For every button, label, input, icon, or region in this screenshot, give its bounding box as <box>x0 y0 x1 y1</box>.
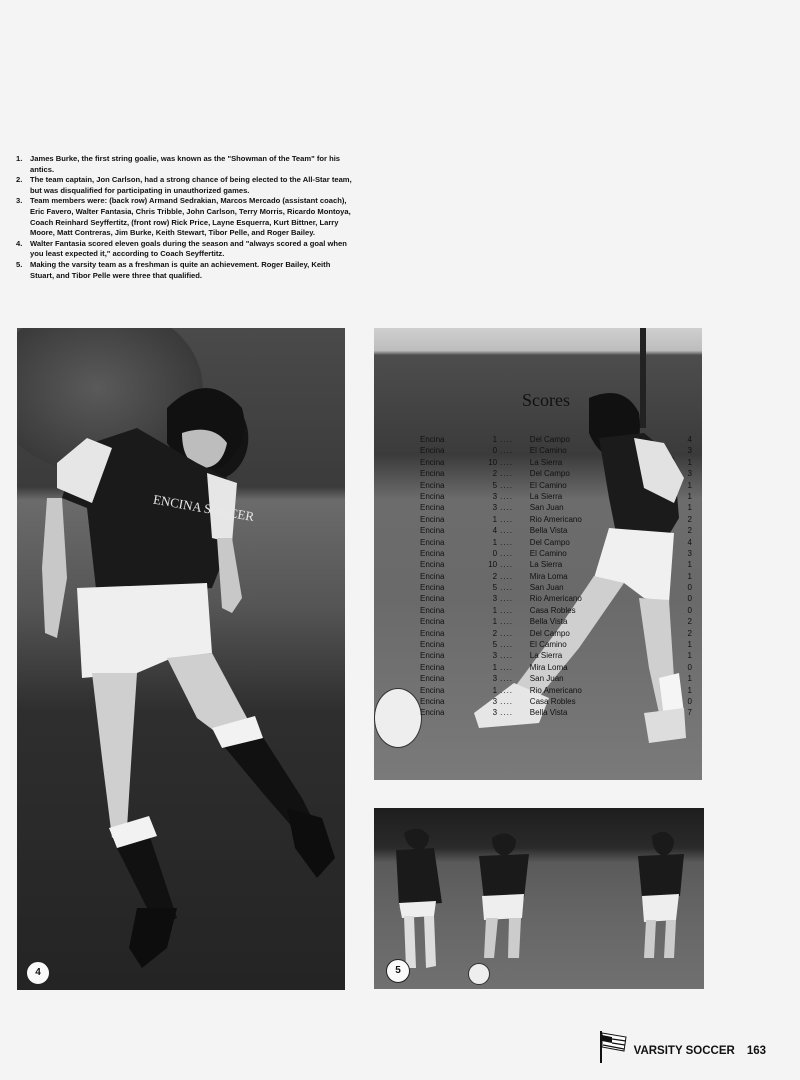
team-score: 1 <box>492 685 498 695</box>
team-name: Encina <box>420 469 445 479</box>
team-score: 0 <box>492 446 498 456</box>
opponent-name: Casa Robles <box>529 696 576 706</box>
caption-item <box>16 260 352 281</box>
team-name: Encina <box>420 548 445 558</box>
caption-number: 1. <box>16 154 23 163</box>
players-silhouettes <box>374 808 704 989</box>
opponent-name: Del Campo <box>529 469 570 479</box>
leader-dots: .... <box>500 435 514 444</box>
leader-dots: .... <box>500 560 514 570</box>
team-score: 3 <box>492 651 498 661</box>
opponent-name: Casa Robles <box>529 605 576 615</box>
caption-item <box>16 196 352 238</box>
team-score: 1 <box>492 435 498 444</box>
opponent-score: 1 <box>687 651 692 661</box>
opponent-score: 0 <box>687 594 692 604</box>
opponent-score: 0 <box>687 583 692 593</box>
score-row <box>420 582 692 593</box>
opponent-name: La Sierra <box>529 560 563 570</box>
team-name: Encina <box>420 708 445 718</box>
team-score: 1 <box>492 605 498 615</box>
soccer-ball <box>468 963 490 985</box>
opponent-name: Mira Loma <box>529 662 568 672</box>
leader-dots: .... <box>500 674 514 684</box>
caption-item <box>16 239 352 260</box>
opponent-score: 1 <box>687 674 692 684</box>
team-score: 2 <box>492 628 498 638</box>
leader-dots: .... <box>500 548 514 558</box>
score-row <box>420 650 692 661</box>
opponent-score: 2 <box>687 628 692 638</box>
photo-with-scores <box>374 328 702 780</box>
opponent-name: La Sierra <box>529 457 563 467</box>
score-row <box>420 571 692 582</box>
photo-player-kicking <box>17 328 345 990</box>
score-row <box>420 559 692 570</box>
score-row <box>420 434 692 445</box>
caption-item <box>16 175 352 196</box>
team-name: Encina <box>420 685 445 695</box>
team-name: Encina <box>420 480 445 490</box>
score-row <box>420 639 692 650</box>
leader-dots: .... <box>500 640 514 650</box>
opponent-name: La Sierra <box>529 491 563 501</box>
opponent-name: Bella Vista <box>529 526 568 536</box>
score-row <box>420 673 692 684</box>
opponent-name: Bella Vista <box>529 617 568 627</box>
team-score: 4 <box>492 526 498 536</box>
team-name: Encina <box>420 526 445 536</box>
opponent-score: 7 <box>687 708 692 718</box>
team-score: 2 <box>492 571 498 581</box>
opponent-name: Bella Vista <box>529 708 568 718</box>
team-name: Encina <box>420 674 445 684</box>
opponent-name: Rio Americano <box>529 685 582 695</box>
opponent-score: 1 <box>687 491 692 501</box>
leader-dots: .... <box>500 605 514 615</box>
caption-text: The team captain, Jon Carlson, had a strong chance of being elected to the All-Star team, but was disqualified for participating in unauthorized games. <box>30 175 352 195</box>
team-name: Encina <box>420 605 445 615</box>
opponent-score: 0 <box>687 605 692 615</box>
page-footer <box>598 1037 766 1065</box>
score-row <box>420 514 692 525</box>
leader-dots: .... <box>500 708 514 718</box>
leader-dots: .... <box>500 628 514 638</box>
team-name: Encina <box>420 560 445 570</box>
team-name: Encina <box>420 594 445 604</box>
opponent-score: 4 <box>687 537 692 547</box>
team-name: Encina <box>420 446 445 456</box>
leader-dots: .... <box>500 583 514 593</box>
team-score: 3 <box>492 708 498 718</box>
section-name: VARSITY SOCCER <box>633 1045 735 1057</box>
leader-dots: .... <box>500 537 514 547</box>
team-score: 3 <box>492 503 498 513</box>
scores-table <box>420 434 692 719</box>
team-name: Encina <box>420 457 445 467</box>
leader-dots: .... <box>500 571 514 581</box>
team-score: 2 <box>492 469 498 479</box>
opponent-name: El Camino <box>529 480 567 490</box>
leader-dots: .... <box>500 446 514 456</box>
leader-dots: .... <box>500 457 514 467</box>
opponent-name: El Camino <box>529 446 567 456</box>
team-score: 1 <box>492 617 498 627</box>
opponent-score: 3 <box>687 548 692 558</box>
score-row <box>420 593 692 604</box>
team-name: Encina <box>420 537 445 547</box>
caption-number: 5. <box>16 259 23 269</box>
opponent-score: 1 <box>687 457 692 467</box>
opponent-name: San Juan <box>529 674 564 684</box>
team-name: Encina <box>420 662 445 672</box>
score-row <box>420 525 692 536</box>
team-name: Encina <box>420 514 445 524</box>
opponent-name: Mira Loma <box>529 571 568 581</box>
opponent-score: 1 <box>687 640 692 650</box>
caption-number: 3. <box>16 196 23 206</box>
leader-dots: .... <box>500 503 514 513</box>
team-name: Encina <box>420 503 445 513</box>
team-score: 3 <box>492 696 498 706</box>
team-name: Encina <box>420 571 445 581</box>
team-score: 1 <box>492 662 498 672</box>
opponent-name: La Sierra <box>529 651 563 661</box>
caption-text: Walter Fantasia scored eleven goals during the season and "always scored a goal when you least expected it," according to Coach Seyffertitz. <box>30 238 347 259</box>
score-row <box>420 662 692 673</box>
opponent-score: 1 <box>687 685 692 695</box>
photo-number-badge: 5 <box>386 959 410 983</box>
score-row <box>420 457 692 468</box>
opponent-name: Rio Americano <box>529 514 582 524</box>
jersey-lettering: ENCINA SOCCER <box>152 491 256 525</box>
player-silhouette <box>17 328 345 990</box>
soccer-ball <box>374 688 422 748</box>
team-score: 5 <box>492 583 498 593</box>
team-score: 3 <box>492 594 498 604</box>
leader-dots: .... <box>500 514 514 524</box>
team-score: 3 <box>492 674 498 684</box>
score-row <box>420 468 692 479</box>
opponent-name: San Juan <box>529 583 564 593</box>
team-score: 10 <box>488 457 498 467</box>
leader-dots: .... <box>500 594 514 604</box>
opponent-name: Del Campo <box>529 537 570 547</box>
leader-dots: .... <box>500 662 514 672</box>
team-score: 10 <box>488 560 498 570</box>
leader-dots: .... <box>500 469 514 479</box>
opponent-score: 2 <box>687 526 692 536</box>
team-score: 5 <box>492 640 498 650</box>
opponent-score: 0 <box>687 662 692 672</box>
opponent-name: El Camino <box>529 640 567 650</box>
leader-dots: .... <box>500 685 514 695</box>
opponent-score: 0 <box>687 696 692 706</box>
score-row <box>420 605 692 616</box>
leader-dots: .... <box>500 491 514 501</box>
opponent-name: Del Campo <box>529 628 570 638</box>
team-name: Encina <box>420 696 445 706</box>
score-row <box>420 696 692 707</box>
team-score: 0 <box>492 548 498 558</box>
photo-number-badge: 4 <box>26 961 50 985</box>
team-name: Encina <box>420 617 445 627</box>
team-score: 1 <box>492 537 498 547</box>
score-row <box>420 548 692 559</box>
score-row <box>420 616 692 627</box>
opponent-score: 3 <box>687 469 692 479</box>
score-row <box>420 445 692 456</box>
opponent-score: 1 <box>687 560 692 570</box>
team-name: Encina <box>420 628 445 638</box>
caption-text: Making the varsity team as a freshman is quite an achievement. Roger Bailey, Keith Stuart, and Tibor Pelle were three that qualified. <box>30 259 331 280</box>
flag-icon <box>598 1029 628 1065</box>
opponent-score: 2 <box>687 617 692 627</box>
opponent-score: 1 <box>687 503 692 513</box>
leader-dots: .... <box>500 696 514 706</box>
opponent-score: 1 <box>687 571 692 581</box>
team-score: 3 <box>492 491 498 501</box>
opponent-score: 2 <box>687 514 692 524</box>
opponent-name: San Juan <box>529 503 564 513</box>
opponent-name: El Camino <box>529 548 567 558</box>
score-row <box>420 480 692 491</box>
caption-text: James Burke, the first string goalie, was known as the "Showman of the Team" for his antics. <box>30 154 341 174</box>
team-score: 5 <box>492 480 498 490</box>
opponent-name: Rio Americano <box>529 594 582 604</box>
score-row <box>420 628 692 639</box>
caption-number: 4. <box>16 238 23 248</box>
score-row <box>420 685 692 696</box>
team-score: 1 <box>492 514 498 524</box>
scores-title: Scores <box>522 390 570 410</box>
score-row <box>420 537 692 548</box>
opponent-score: 3 <box>687 446 692 456</box>
team-name: Encina <box>420 640 445 650</box>
caption-number: 2. <box>16 175 23 185</box>
team-name: Encina <box>420 583 445 593</box>
team-name: Encina <box>420 435 445 444</box>
caption-text: Team members were: (back row) Armand Sedrakian, Marcos Mercado (assistant coach), Eric Favero, Walter Fantasia, Chris Tribble, John Carlson, Terry Morris, Ricardo Montoya, Coach Reinhard Seyffertitz, (front row) Rick Price, Layne Esquerra, Kurt Bittner, Larry Moore, Matt Contreras, Jim Burke, Keith Stewart, Tibor Pelle, and Roger Bailey. <box>30 196 351 238</box>
score-row <box>420 502 692 513</box>
photo-captions <box>16 154 352 281</box>
leader-dots: .... <box>500 480 514 490</box>
opponent-score: 4 <box>687 435 692 444</box>
score-row <box>420 707 692 718</box>
leader-dots: .... <box>500 617 514 627</box>
team-name: Encina <box>420 491 445 501</box>
leader-dots: .... <box>500 526 514 536</box>
photo-three-players <box>374 808 704 989</box>
opponent-name: Del Campo <box>529 435 570 444</box>
score-row <box>420 491 692 502</box>
opponent-score: 1 <box>687 480 692 490</box>
page-number: 163 <box>746 1045 766 1057</box>
caption-item <box>16 154 352 175</box>
leader-dots: .... <box>500 651 514 661</box>
team-name: Encina <box>420 651 445 661</box>
